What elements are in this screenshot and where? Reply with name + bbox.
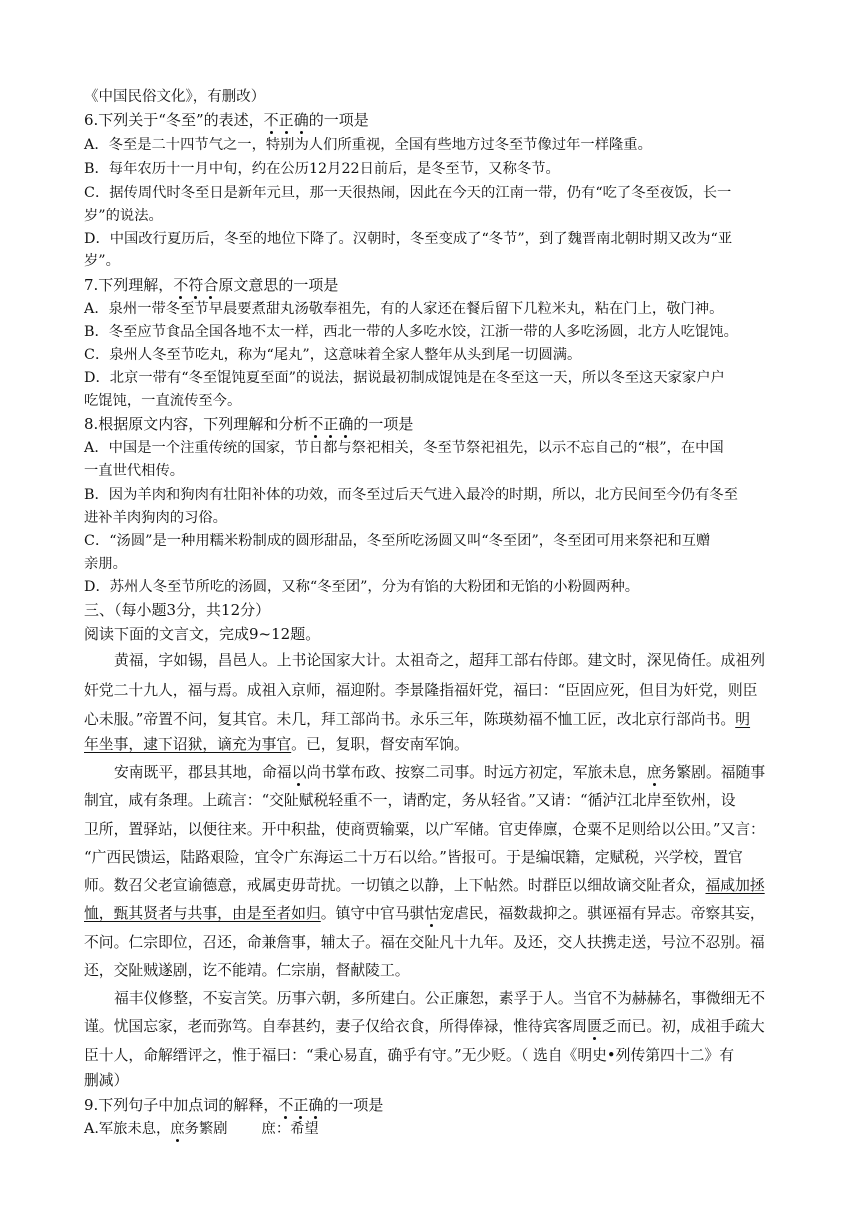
section-3-instruction: 阅读下面的文言文，完成9~12题。	[84, 625, 321, 643]
question-8-option-b: B．因为羊肉和狗肉有壮阳补体的功效，而冬至过后天气进入最冷的时期，所以，北方民间至今仍有冬至	[84, 487, 738, 503]
underlined-sentence: 明	[735, 711, 751, 728]
question-6-option-c-cont: 岁”的说法。	[84, 208, 163, 224]
emphasis-char: 合	[203, 276, 219, 294]
question-8-stem: 8.根据原文内容，下列理解和分析不正确的一项是	[84, 415, 414, 433]
passage-line: 福丰仪修整，不妄言笑。历事六朝，多所建白。公正廉恕，素孚于人。当官不为赫赫名，事微细无不	[114, 990, 766, 1007]
question-7-option-d: D．北京一带有“冬至馄饨夏至面”的说法，据说最初制成馄饨是在冬至这一天，所以冬至这天家家户户	[84, 370, 725, 386]
question-8-option-c-cont: 亲朋。	[84, 556, 127, 572]
emphasis-char: 不	[263, 111, 279, 129]
passage-line: 制宜，咸有条理。上疏言：“交阯赋税轻重不一，请酌定，务从轻省。”又请：“循泸江北岸至钦州，设	[84, 792, 736, 809]
passage-line: 恤，甄其贤者与共事，由是至者如归。镇守中官马骐怙宠虐民，福数裁抑之。骐诬福有异志。帝察其妄，	[84, 905, 765, 922]
passage-line: 奸党二十九人，福与焉。成祖入京师，福迎附。李景隆指福奸党，福曰：“臣固应死，但目为奸党，则臣	[84, 682, 758, 699]
dotted-word: 怙	[424, 905, 440, 922]
question-6-option-a: A．冬至是二十四节气之一，特别为人们所重视，全国有些地方过冬至节像过年一样隆重。	[84, 137, 652, 153]
dotted-word: 匮	[587, 1018, 602, 1035]
passage-line: 黄福，字如锡，昌邑人。上书论国家大计。太祖奇之，超拜工部右侍郎。建文时，深见倚任。成祖列	[114, 652, 766, 669]
passage-line: 卫所，置驿站，以便往来。开中积盐，使商贾输粟，以广军储。官吏俸廪，仓粟不足则给以公田。”又言：	[84, 821, 765, 838]
emphasis-char: 符	[188, 276, 204, 294]
emphasis-word	[278, 1096, 323, 1114]
question-7-option-d-cont: 吃馄饨，一直流传至今。	[84, 393, 242, 409]
emphasis-char: 正	[278, 111, 294, 129]
passage-line: 不问。仁宗即位，召还，命兼詹事，辅太子。福在交阯凡十九年。及还，交人扶携走送，号泣不忍别。福	[84, 934, 765, 951]
passage-line: 谨。忧国忘家，老而弥笃。自奉甚约，妻子仅给衣食，所得俸禄，惟待宾客周匮乏而已。初，成祖手疏大	[84, 1018, 765, 1035]
question-6-option-c: C．据传周代时冬至日是新年元旦，那一天很热闹，因此在今天的江南一带，仍有“吃了冬至夜饭，长一	[84, 185, 732, 201]
question-7-option-b: B．冬至应节食品全国各地不太一样，西北一带的人多吃水饺，江浙一带的人多吃汤圆，北方人吃馄饨。	[84, 324, 738, 340]
passage-line: 臣十人，命解缙评之，惟于福曰：“秉心易直，确乎有守。”无少贬。（ 选自《明史•列传第四十二》有	[84, 1047, 735, 1064]
emphasis-char: 确	[293, 111, 309, 129]
question-8-option-a-cont: 一直世代相传。	[84, 463, 185, 479]
question-9-option-a: A.军旅未息，庶务繁剧 庶：希望	[84, 1121, 319, 1137]
emphasis-word	[264, 111, 309, 129]
dotted-word: 以	[291, 764, 307, 781]
emphasis-char: 正	[323, 415, 339, 433]
question-7-stem: 7.下列理解，不符合原文意思的一项是	[84, 276, 339, 294]
question-7-option-a: A．泉州一带冬至节早晨要煮甜丸汤敬奉祖先，有的人家还在餐后留下几粒米丸，粘在门上，敬门神。	[84, 301, 724, 317]
emphasis-char: 不	[308, 415, 324, 433]
passage-line: 年坐事，逮下诏狱，谪充为事官。已，复职，督安南军饷。	[84, 736, 469, 753]
question-8-option-b-cont: 进补羊肉狗肉的习俗。	[84, 510, 227, 526]
question-8-option-d: D．苏州人冬至节所吃的汤圆，又称“冬至团”，分为有馅的大粉团和无馅的小粉圆两种。	[84, 579, 640, 595]
emphasis-word	[308, 415, 353, 433]
question-6-option-b: B．每年农历十一月中旬，约在公历12月22日前后，是冬至节，又称冬节。	[84, 161, 560, 177]
question-8-option-c: C．“汤圆”是一种用糯米粉制成的圆形甜品，冬至所吃汤圆又叫“冬至团”，冬至团可用来祭祀和互赠	[84, 533, 711, 549]
question-8-option-a: A．中国是一个注重传统的国家，节日都与祭祀相关，冬至节祭祀祖先，以示不忘自己的“根”，在中国	[84, 440, 724, 456]
question-9-stem: 9.下列句子中加点词的解释，不正确的一项是	[84, 1096, 384, 1114]
passage-line: 删减）	[84, 1072, 129, 1089]
passage-line: “广西民馈运，陆路艰险，宜令广东海运二十万石以给。”皆报可。于是编氓籍，定赋税，兴学校，置官	[84, 849, 743, 866]
question-6-option-d-cont: 岁”。	[84, 253, 120, 269]
underlined-sentence: 年坐事，逮下诏狱，谪充为事官	[84, 736, 292, 753]
source-tail: 《中国民俗文化》，有删改）	[84, 89, 266, 105]
dotted-word: 庶	[646, 764, 662, 781]
question-7-option-c: C．泉州人冬至节吃丸，称为“尾丸”，这意味着全家人整年从头到尾一切圆满。	[84, 347, 582, 363]
passage-line: 师。数召父老宣谕德意，戒属吏毋苛扰。一切镇之以静，上下帖然。时群臣以细故谪交阯者众，福咸加拯	[84, 877, 765, 894]
passage-line: 还，交阯贼遂剧，讫不能靖。仁宗崩，督献陵工。	[84, 962, 410, 979]
question-6-option-d: D．中国改行夏历后，冬至的地位下降了。汉朝时，冬至变成了“冬节”，到了魏晋南北朝时期又改为“亚	[84, 231, 733, 247]
dotted-word: 庶	[170, 1121, 185, 1137]
emphasis-char: 正	[293, 1096, 309, 1114]
emphasis-char: 不	[173, 276, 189, 294]
emphasis-char: 不	[278, 1096, 294, 1114]
question-6-stem: 6.下列关于“冬至”的表述，不正确的一项是	[84, 111, 369, 129]
passage-line: 安南既平，郡县其地，命福以尚书掌布政、按察二司事。时远方初定，军旅未息，庶务繁剧。福随事	[114, 764, 766, 781]
passage-line: 心未服。”帝置不问，复其官。未几，拜工部尚书。永乐三年，陈瑛劾福不恤工匠，改北京行部尚书。明	[84, 711, 751, 728]
underlined-sentence: 福咸加拯	[705, 877, 765, 894]
emphasis-word	[173, 276, 218, 294]
emphasis-char: 确	[338, 415, 354, 433]
emphasis-char: 确	[308, 1096, 324, 1114]
underlined-sentence: 恤，甄其贤者与共事，由是至者如归	[84, 905, 321, 922]
section-3-heading: 三、（每小题3分，共12分）	[84, 601, 271, 619]
